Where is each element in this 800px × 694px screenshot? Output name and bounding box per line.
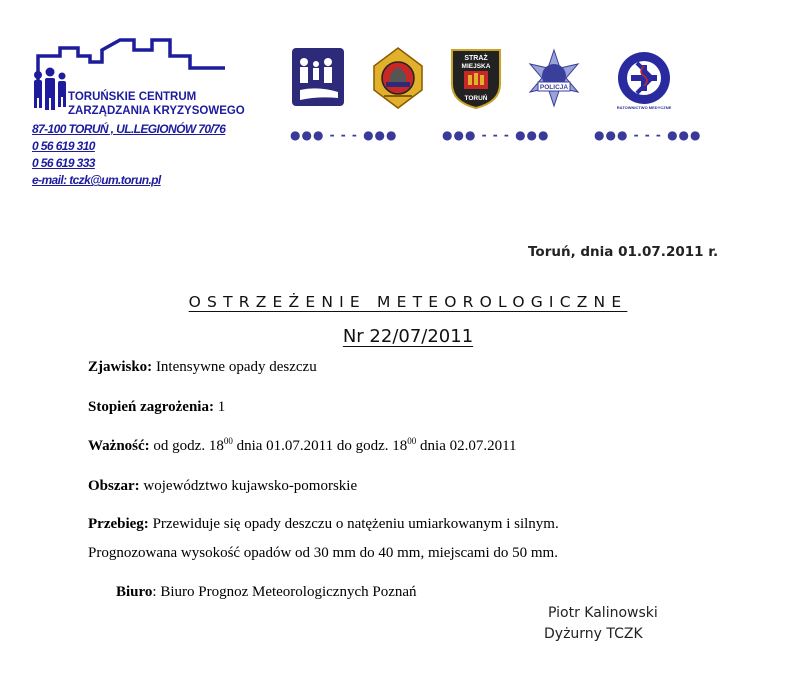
medical-rescue-text: RATOWNICTWO MEDYCZNE [616,105,672,110]
validity-from-suffix: dnia 01.07.2011 do godz. 18 [232,438,408,454]
document-number: Nr 22/07/2011 [342,326,474,347]
field-bureau [116,584,417,601]
badge-separator-3: ●●● - - - ●●● [594,128,702,142]
badge-separator-1: ●●● - - - ●●● [290,128,398,142]
org-address: 87-100 TORUŃ , UL.LEGIONÓW 70/76 [32,122,226,136]
crisis-center-badge-icon [290,46,346,110]
field-validity [88,438,517,455]
org-phone-2: 0 56 619 333 [32,156,95,170]
badge-separator-2: ●●● - - - ●●● [442,128,550,142]
validity-label: Ważność: [88,438,150,454]
signer-name: Piotr Kalinowski [548,605,658,621]
bureau-label: Biuro [116,584,153,600]
field-course [88,516,559,533]
fire-brigade-badge-icon [370,46,426,110]
medical-rescue-badge-icon [616,46,672,110]
document-date: Toruń, dnia 01.07.2011 r. [528,244,719,260]
document-title: OSTRZEŻENIE METEOROLOGICZNE [188,293,628,311]
course-label: Przebieg: [88,516,149,532]
validity-to-minutes: 00 [407,436,417,446]
validity-from-minutes: 00 [223,436,233,446]
org-name-line1: TORUŃSKIE CENTRUM [68,91,197,103]
threat-label: Stopień zagrożenia: [88,399,214,415]
signer-role: Dyżurny TCZK [544,626,643,642]
org-email: e-mail: tczk@um.torun.pl [32,173,161,187]
area-value: województwo kujawsko-pomorskie [139,478,358,494]
city-guard-top-text: STRAŻ [464,55,488,62]
field-area [88,478,357,495]
org-phone-1: 0 56 619 310 [32,139,95,153]
city-guard-mid-text: MIEJSKA [461,63,491,70]
validity-to-suffix: dnia 02.07.2011 [416,438,517,454]
phenomenon-label: Zjawisko: [88,359,153,375]
course-value: Przewiduje się opady deszczu o natężeniu umiarkowanym i silnym. [148,516,559,532]
bureau-value: : Biuro Prognoz Meteorologicznych Poznań [152,584,417,600]
org-name-line2: ZARZĄDZANIA KRYZYSOWEGO [68,105,245,117]
course-line-2: Prognozowana wysokość opadów od 30 mm do 40 mm, miejscami do 50 mm. [88,545,558,561]
area-label: Obszar: [88,478,140,494]
city-guard-badge-icon [448,46,504,110]
police-badge-icon [526,46,582,110]
field-phenomenon [88,359,317,376]
field-threat-level [88,399,225,416]
threat-value: 1 [213,399,226,415]
phenomenon-value: Intensywne opady deszczu [152,359,317,375]
validity-from-prefix: od godz. 18 [149,438,224,454]
police-badge-text: POLICJA [539,84,569,91]
city-guard-bottom-text: TORUŃ [464,95,488,102]
